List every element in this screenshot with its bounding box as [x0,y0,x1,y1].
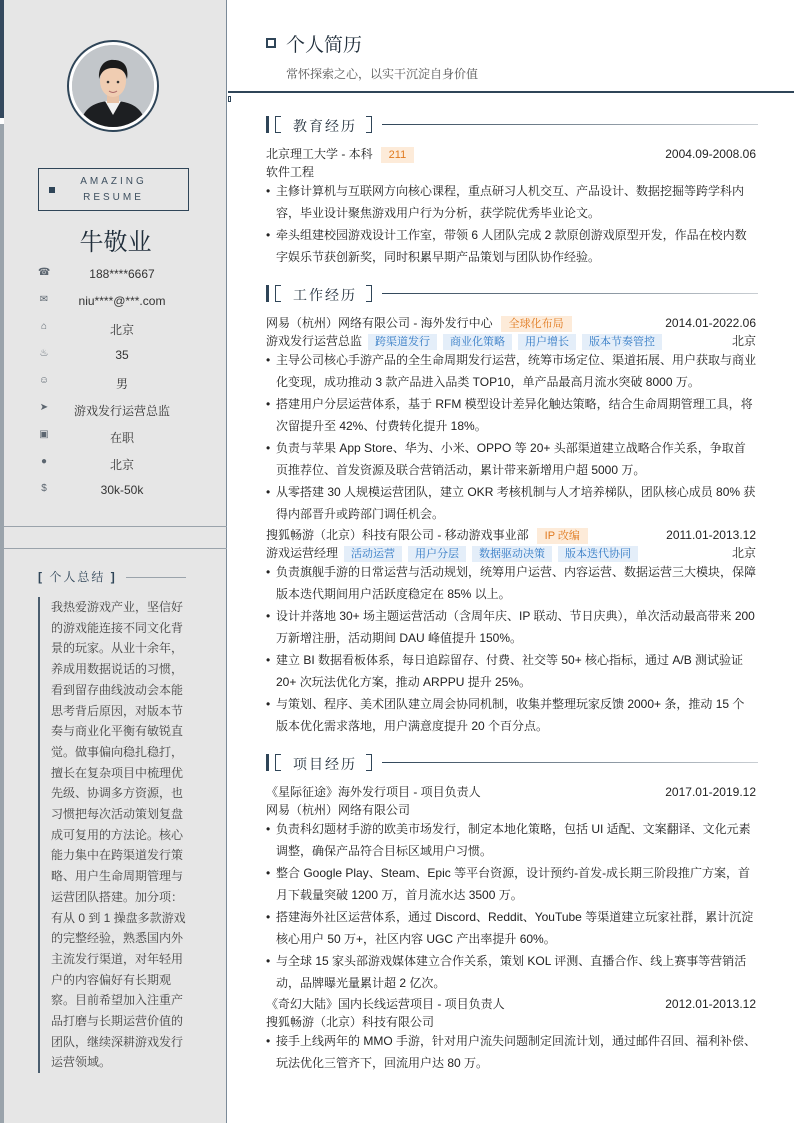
info-value: 188****6667 [89,267,155,281]
motto-line-1: AMAZING [80,176,147,187]
page-title: 个人简历 [286,34,363,56]
project-org: 搜狐畅游（北京）科技有限公司 [266,1015,435,1029]
motto-box [38,168,189,211]
info-value: 北京 [109,458,134,472]
bracket-left-icon: [ [38,570,44,584]
list-item: • 接手上线两年的 MMO 手游，针对用户流失问题制定回流计划，通过邮件召回、福利补偿、玩法优化三管齐下，回流用户达 80 万。 [266,1030,756,1074]
motto-square-icon [49,187,55,193]
job-role: 游戏运营经理 [266,546,339,560]
bracket-right-icon [366,116,372,133]
bracket-left-icon [275,754,281,771]
project-org-line [266,801,756,819]
summary-heading [38,568,117,585]
sidebar [4,0,227,1123]
section-rule [382,762,758,763]
project-date: 2017.01-2019.12 [665,785,756,799]
section-rule [382,293,758,294]
major: 软件工程 [266,165,315,179]
info-value: 在职 [109,431,134,445]
sidebar-divider [4,548,227,549]
avatar-portrait [72,45,154,127]
education-bullets [266,180,756,268]
education-header [266,145,756,163]
info-value: 男 [115,377,128,391]
skill-tag: 用户分层 [408,546,466,562]
bracket-right-icon [366,754,372,771]
person-name: 牛敬业 [79,228,152,256]
info-value: 35 [115,348,129,362]
list-item: • 建立 BI 数据看板体系，每日追踪留存、付费、社交等 50+ 核心指标，通过 A/B 测试验证 20+ 次玩法优化方案，推动 ARPPU 提升 25%。 [266,649,756,693]
page-subtitle: 常怀探索之心，以实干沉淀自身价值 [286,67,479,81]
header-rule [228,91,794,93]
school-name: 北京理工大学 - 本科 [266,147,373,161]
list-item: • 主修计算机与互联网方向核心课程，重点研习人机交互、产品设计、数据挖掘等跨学科内容，毕业设计聚焦游戏用户行为分析，获学院优秀毕业论文。 [266,180,756,224]
project-name: 《星际征途》海外发行项目 - 项目负责人 [266,785,481,799]
location-icon: ● [40,456,48,467]
info-salary [4,478,227,505]
list-item: • 设计并落地 30+ 场主题运营活动（含周年庆、IP 联动、节日庆典），单次活动最高带来 200 万新增注册，活动期间 DAU 峰值提升 150%。 [266,605,756,649]
section-bar-icon [266,285,269,302]
info-status [4,424,227,451]
bracket-right-icon [366,285,372,302]
section-title: 教育经历 [293,118,357,134]
company-tag: IP 改编 [537,528,588,544]
role-line [266,332,756,350]
project-date: 2012.01-2013.12 [665,997,756,1011]
mail-icon: ✉ [39,294,49,305]
cake-icon: ♨ [39,348,49,359]
skill-tag: 版本节奏管控 [582,334,662,350]
job-date: 2011.01-2013.12 [666,528,756,542]
role-line [266,544,756,562]
project-bullets [266,818,756,994]
list-item: • 搭建海外社区运营体系，通过 Discord、Reddit、YouTube 等渠道建立玩家社群，累计沉淀核心用户 50 万+，社区内容 UGC 产出率提升 60%。 [266,906,756,950]
main-content [228,0,794,1123]
job-bullets [266,561,756,737]
school-tag: 211 [381,147,415,163]
list-item: • 整合 Google Play、Steam、Epic 等平台资源，设计预约-首发-成长期三阶段推广方案，首月下载量突破 1200 万，首月流水达 3500 万。 [266,862,756,906]
list-item: • 负责旗舰手游的日常运营与活动规划，统筹用户运营、内容运营、数据运营三大模块，保障版本迭代期间用户活跃度稳定在 85% 以上。 [266,561,756,605]
project-bullets [266,1030,756,1074]
info-age [4,343,227,370]
education-date: 2004.09-2008.06 [665,147,756,161]
info-value: niu****@***.com [78,294,166,308]
list-item: • 主导公司核心手游产品的全生命周期发行运营，统筹市场定位、渠道拓展、用户获取与商业化变现，成功推动 3 款产品进入品类 TOP10，单产品最高月流水突破 8000 万。 [266,349,756,393]
job-city: 北京 [731,546,756,560]
job-header [266,314,756,332]
job-date: 2014.01-2022.06 [665,316,756,330]
summary-text: 我热爱游戏产业，坚信好的游戏能连接不同文化背景的玩家。从业十余年，养成用数据说话的习惯，看到留存曲线波动会本能思考背后原因，对版本节奏与商业化平衡有敏锐直觉。做事偏向稳扎稳打，擅长在复杂项目中梳理优先级、协调多方资源，也习惯把每次活动策划复盘成可复用的方法论。核心能力集中在跨渠道发行策略、用户生命周期管理与运营团队搭建。加分项：有从 0 到 1 操盘多款游戏的完整经验，熟悉国内外主流发行渠道，对年轻用户的内容偏好有长期观察。目前希望加入注重产品打磨与长期运营价值的团队，继续深耕游戏发行运营领域。 [38,597,188,1073]
company-tag: 全球化布局 [501,316,572,332]
section-bar-icon [266,754,269,771]
phone-icon: ☎ [38,267,51,278]
bracket-left-icon [275,285,281,302]
motto-line-2: RESUME [83,192,144,203]
salary-icon: $ [41,483,47,494]
skill-tag: 数据驱动决策 [472,546,552,562]
list-item: • 负责与苹果 App Store、华为、小米、OPPO 等 20+ 头部渠道建立战略合作关系，争取首页推荐位、首发资源及联合营销活动，累计带来新增用户超 5000 万。 [266,437,756,481]
info-value: 游戏发行运营总监 [73,404,170,418]
info-target-city [4,451,227,478]
list-item: • 与全球 15 家头部游戏媒体建立合作关系，策划 KOL 评测、直播合作、线上赛事等营销活动，品牌曝光量累计超 2 亿次。 [266,950,756,994]
info-target-role [4,397,227,424]
info-value: 北京 [109,323,134,337]
skill-tag: 版本迭代协同 [558,546,638,562]
skill-tag: 活动运营 [344,546,402,562]
face-icon: ☺ [38,375,50,386]
summary-title: 个人总结 [49,570,106,584]
job-header [266,526,756,544]
job-bullets [266,349,756,525]
list-item: • 从零搭建 30 人规模运营团队，建立 OKR 考核机制与人才培养梯队，团队核心成员 80% 获得内部晋升或跨部门调任机会。 [266,481,756,525]
project-header [266,995,756,1013]
project-name: 《奇幻大陆》国内长线运营项目 - 项目负责人 [266,997,505,1011]
list-item: • 牵头组建校园游戏设计工作室，带领 6 人团队完成 2 款原创游戏原型开发，作品在校内数字娱乐节获创新奖，同时积累早期产品策划与团队协作经验。 [266,224,756,268]
skill-tag: 商业化策略 [443,334,512,350]
company-name: 搜狐畅游（北京）科技有限公司 - 移动游戏事业部 [266,528,529,542]
list-item: • 与策划、程序、美术团队建立周会协同机制，收集并整理玩家反馈 2000+ 条，推动 15 个版本优化需求落地，用户满意度提升 20 个百分点。 [266,693,756,737]
skill-tag: 跨渠道发行 [368,334,437,350]
info-phone [4,262,227,289]
job-city: 北京 [731,334,756,348]
info-value: 30k-50k [100,483,144,497]
skill-tag: 用户增长 [518,334,576,350]
project-header [266,783,756,801]
info-gender [4,370,227,397]
send-icon: ➤ [39,402,49,413]
section-bar-icon [266,116,269,133]
job-role: 游戏发行运营总监 [266,334,363,348]
title-square-icon [266,38,276,48]
contact-info-list [4,262,227,505]
list-item: • 负责科幻题材手游的欧美市场发行，制定本地化策略，包括 UI 适配、文案翻译、文化元素调整，确保产品符合目标区域用户习惯。 [266,818,756,862]
company-name: 网易（杭州）网络有限公司 - 海外发行中心 [266,316,493,330]
section-title: 项目经历 [293,756,357,772]
briefcase-icon: ▣ [39,429,49,440]
bracket-right-icon: ] [110,570,117,584]
info-email [4,289,227,316]
avatar [72,45,154,127]
list-item: • 搭建用户分层运营体系，基于 RFM 模型设计差异化触达策略，结合生命周期管理工具，将次留提升至 42%、付费转化提升 18%。 [266,393,756,437]
section-title: 工作经历 [293,287,357,303]
home-icon: ⌂ [40,321,48,332]
section-rule [382,124,758,125]
project-org: 网易（杭州）网络有限公司 [266,803,411,817]
project-org-line [266,1013,756,1031]
info-home [4,316,227,343]
bracket-left-icon [275,116,281,133]
summary-heading-rule [126,577,186,578]
avatar-frame [67,40,159,132]
major-line [266,163,756,181]
sidebar-divider [4,526,227,527]
